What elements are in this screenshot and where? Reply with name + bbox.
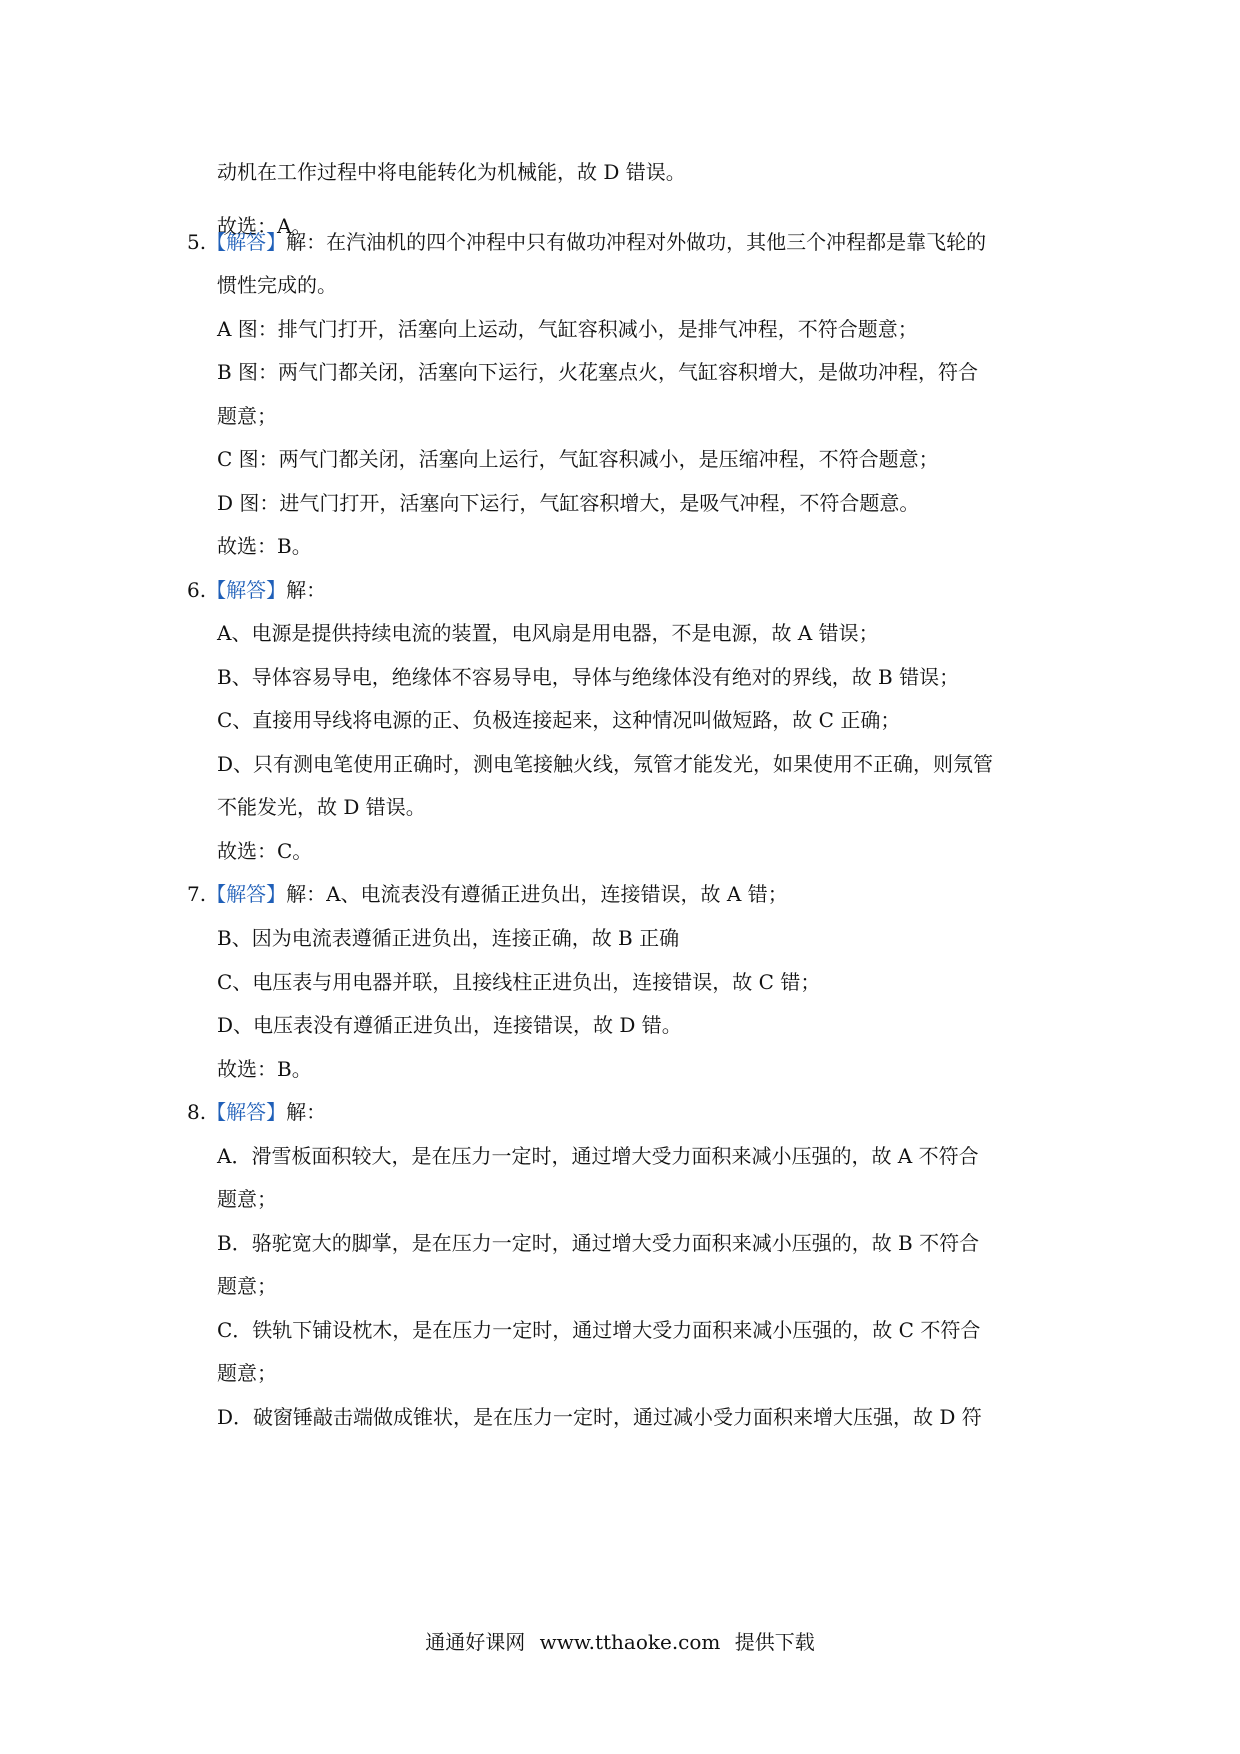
text-line: B 图：两气门都关闭，活塞向下运行，火花塞点火，气缸容积增大，是做功冲程，符合	[217, 360, 979, 384]
text-line: C 图：两气门都关闭，活塞向上运行，气缸容积减小，是压缩冲程，不符合题意；	[217, 447, 939, 471]
footer-url[interactable]: www.tthaoke.com	[539, 1630, 721, 1654]
question-7	[187, 879, 788, 909]
question-number: 8.	[187, 1100, 207, 1124]
answer-line: 故选：B。	[217, 534, 312, 558]
text-line: 不能发光，故 D 错误。	[217, 795, 426, 819]
text-line: B、导体容易导电，绝缘体不容易导电，导体与绝缘体没有绝对的界线，故 B 错误；	[217, 665, 960, 689]
question-number: 6.	[187, 578, 207, 602]
text-line: 题意；	[217, 1187, 277, 1211]
text-line: 动机在工作过程中将电能转化为机械能，故 D 错误。	[217, 160, 686, 184]
text-line: D 图：进气门打开，活塞向下运行，气缸容积增大，是吸气冲程，不符合题意。	[217, 491, 920, 515]
question-text: 解：A、电流表没有遵循正进负出，连接错误，故 A 错；	[286, 882, 788, 906]
text-line: 题意；	[217, 404, 277, 428]
text-line: 题意；	[217, 1361, 277, 1385]
text-line: A．滑雪板面积较大，是在压力一定时，通过增大受力面积来减小压强的，故 A 不符合	[217, 1144, 979, 1168]
question-6	[187, 575, 326, 605]
question-text: 解：	[286, 578, 327, 602]
text-line: A 图：排气门打开，活塞向上运动，气缸容积减小，是排气冲程，不符合题意；	[217, 317, 918, 341]
text-line: D．破窗锤敲击端做成锥状，是在压力一定时，通过减小受力面积来增大压强，故 D 符	[217, 1405, 982, 1429]
text-line: C、电压表与用电器并联，且接线柱正进负出，连接错误，故 C 错；	[217, 970, 821, 994]
question-text: 解：	[286, 1100, 327, 1124]
answer-line: 故选：B。	[217, 1057, 312, 1081]
text-line: 惯性完成的。	[217, 273, 337, 297]
page-footer	[0, 1627, 1240, 1657]
answer-tag: 【解答】	[206, 882, 287, 906]
text-line: B、因为电流表遵循正进负出，连接正确，故 B 正确	[217, 926, 680, 950]
answer-tag: 【解答】	[206, 230, 287, 254]
text-line: B．骆驼宽大的脚掌，是在压力一定时，通过增大受力面积来减小压强的，故 B 不符合	[217, 1231, 980, 1255]
question-number: 5.	[187, 230, 207, 254]
footer-site-name: 通通好课网	[425, 1630, 526, 1654]
text-line: C、直接用导线将电源的正、负极连接起来，这种情况叫做短路，故 C 正确；	[217, 708, 901, 732]
text-line: D、电压表没有遵循正进负出，连接错误，故 D 错。	[217, 1013, 682, 1037]
question-text: 解：在汽油机的四个冲程中只有做功冲程对外做功，其他三个冲程都是靠飞轮的	[286, 230, 987, 254]
answer-line: 故选：C。	[217, 839, 313, 863]
answer-tag: 【解答】	[206, 578, 287, 602]
answer-line: 故选：A。	[217, 214, 312, 238]
text-line: A、电源是提供持续电流的装置，电风扇是用电器，不是电源，故 A 错误；	[217, 621, 879, 645]
footer-note: 提供下载	[734, 1630, 815, 1654]
text-line: C．铁轨下铺设枕木，是在压力一定时，通过增大受力面积来减小压强的，故 C 不符合	[217, 1318, 981, 1342]
question-5	[187, 227, 986, 257]
text-line: 题意；	[217, 1274, 277, 1298]
text-line: D、只有测电笔使用正确时，测电笔接触火线，氖管才能发光，如果使用不正确，则氖管	[217, 752, 994, 776]
answer-tag: 【解答】	[206, 1100, 287, 1124]
question-number: 7.	[187, 882, 207, 906]
question-8	[187, 1097, 326, 1127]
